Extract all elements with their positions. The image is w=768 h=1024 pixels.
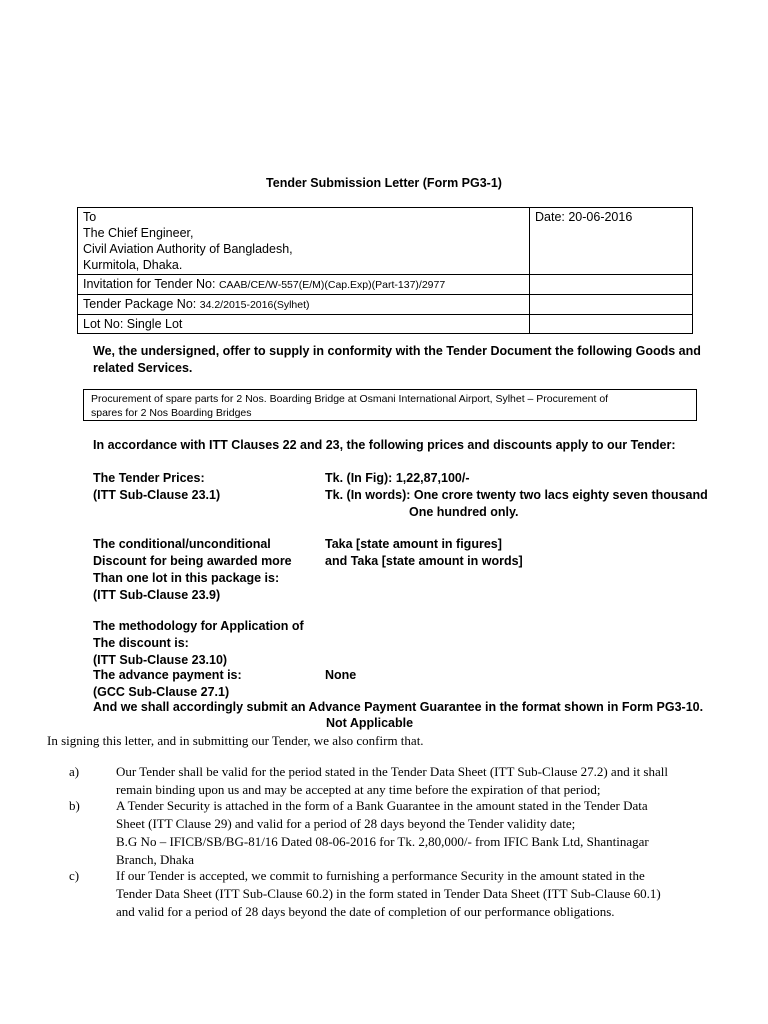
- item-line: Our Tender shall be valid for the period stated in the Tender Data Sheet (ITT Sub-Clause 27.2) and it shall: [116, 764, 668, 779]
- tender-header-table: [77, 207, 693, 334]
- item-a-text: [116, 763, 668, 799]
- item-marker: c): [69, 868, 80, 883]
- discount-label-line: The conditional/unconditional: [93, 537, 271, 551]
- discount-value-line: and Taka [state amount in words]: [325, 554, 523, 568]
- package-cell: [78, 295, 530, 315]
- goods-description-box: [83, 389, 697, 421]
- to-line: To: [83, 210, 97, 224]
- goods-line: spares for 2 Nos Boarding Bridges: [91, 407, 252, 419]
- methodology-line: (ITT Sub-Clause 23.10): [93, 653, 228, 667]
- tender-prices-label: The Tender Prices:: [93, 471, 205, 485]
- item-line: remain binding upon us and may be accepted at any time before the expiration of that period;: [116, 782, 601, 797]
- price-in-figures: Tk. (In Fig): 1,22,87,100/-: [325, 471, 470, 485]
- discount-label: [93, 536, 292, 604]
- discount-value-line: Taka [state amount in figures]: [325, 537, 502, 551]
- item-line: If our Tender is accepted, we commit to furnishing a performance Security in the amount stated in the: [116, 868, 645, 883]
- discount-values: [325, 536, 523, 570]
- empty-cell: [530, 315, 693, 334]
- guarantee-statement: And we shall accordingly submit an Advance Payment Guarantee in the format shown in Form PG3-10.: [93, 700, 704, 714]
- methodology-line: The discount is:: [93, 636, 189, 650]
- intro-line: We, the undersigned, offer to supply in conformity with the Tender Document the following Goods and: [93, 344, 701, 358]
- discount-label-line: Discount for being awarded more: [93, 554, 292, 568]
- lot-cell: Lot No: Single Lot: [78, 315, 530, 334]
- invitation-label: Invitation for Tender No:: [83, 277, 216, 291]
- package-number: 34.2/2015-2016(Sylhet): [199, 299, 310, 311]
- item-line: Tender Data Sheet (ITT Sub-Clause 60.2) in the form stated in Tender Data Sheet (ITT Sub-Clause 60.1): [116, 886, 661, 901]
- tender-prices-clause: (ITT Sub-Clause 23.1): [93, 488, 221, 502]
- intro-paragraph: [93, 343, 701, 377]
- invitation-number: CAAB/CE/W-557(E/M)(Cap.Exp)(Part-137)/2977: [218, 279, 446, 291]
- date-cell: Date: 20-06-2016: [530, 208, 693, 275]
- document-title: Tender Submission Letter (Form PG3-1): [266, 176, 502, 190]
- to-line: Civil Aviation Authority of Bangladesh,: [83, 242, 293, 256]
- invitation-cell: [78, 275, 530, 295]
- item-marker: b): [69, 798, 80, 813]
- empty-cell: [530, 275, 693, 295]
- item-line: B.G No – IFICB/SB/BG-81/16 Dated 08-06-2016 for Tk. 2,80,000/- from IFIC Bank Ltd, Shantinagar: [116, 834, 649, 849]
- price-in-words: Tk. (In words): One crore twenty two lacs eighty seven thousand: [325, 488, 708, 502]
- package-label: Tender Package No:: [83, 297, 197, 311]
- methodology-line: The methodology for Application of: [93, 619, 304, 633]
- intro-line: related Services.: [93, 361, 193, 375]
- addressee-cell: [78, 208, 530, 275]
- advance-payment-clause: (GCC Sub-Clause 27.1): [93, 685, 230, 699]
- discount-label-line: Than one lot in this package is:: [93, 571, 280, 585]
- item-line: Sheet (ITT Clause 29) and valid for a period of 28 days beyond the Tender validity date;: [116, 816, 576, 831]
- discount-label-line: (ITT Sub-Clause 23.9): [93, 588, 221, 602]
- to-line: Kurmitola, Dhaka.: [83, 258, 183, 272]
- to-line: The Chief Engineer,: [83, 226, 194, 240]
- methodology-label: [93, 618, 304, 669]
- itt-statement: In accordance with ITT Clauses 22 and 23, the following prices and discounts apply to our Tender:: [93, 438, 676, 452]
- advance-payment-label: The advance payment is:: [93, 668, 242, 682]
- item-c-text: [116, 867, 661, 921]
- item-line: Branch, Dhaka: [116, 852, 194, 867]
- advance-payment-value: None: [325, 668, 357, 682]
- item-line: and valid for a period of 28 days beyond the date of completion of our performance obligations.: [116, 904, 615, 919]
- item-b-text: [116, 797, 649, 869]
- price-in-words-cont: One hundred only.: [409, 505, 519, 519]
- confirmation-statement: In signing this letter, and in submitting our Tender, we also confirm that.: [47, 733, 424, 748]
- item-marker: a): [69, 764, 80, 779]
- empty-cell: [530, 295, 693, 315]
- item-line: A Tender Security is attached in the form of a Bank Guarantee in the amount stated in the Tender Data: [116, 798, 648, 813]
- goods-line: Procurement of spare parts for 2 Nos. Boarding Bridge at Osmani International Airport, Sylhet – Procurement of: [91, 393, 609, 405]
- not-applicable-note: Not Applicable: [326, 716, 414, 730]
